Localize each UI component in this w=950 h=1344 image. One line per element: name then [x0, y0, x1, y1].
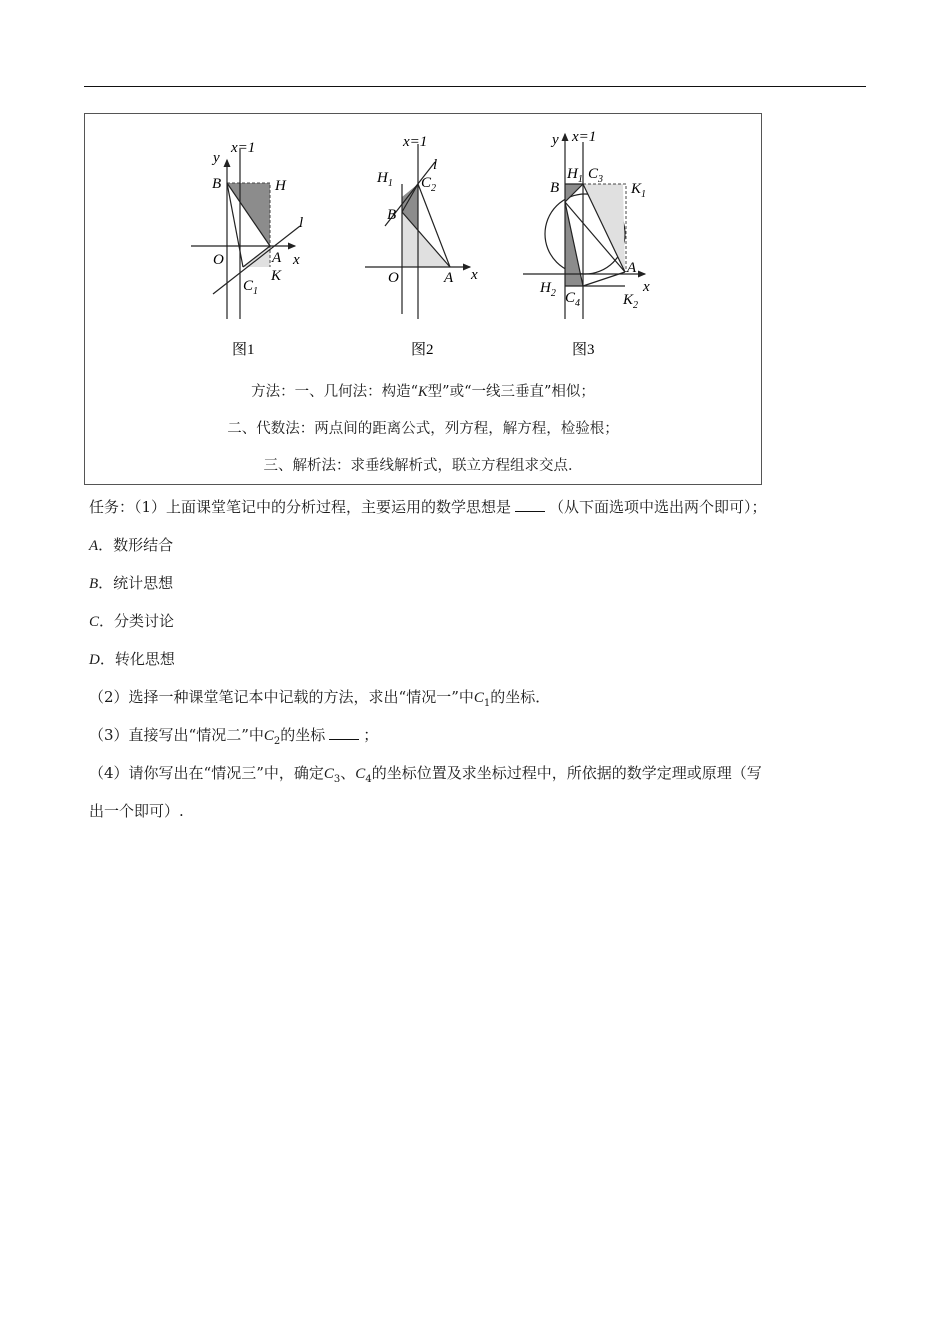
fig3-label-C4: $C_4$	[565, 290, 581, 309]
fig2-caption: 图2	[411, 342, 434, 358]
figure-2	[365, 134, 478, 358]
fig2-label-O: O	[388, 270, 399, 286]
fig3-label-K2: $K_2$	[623, 292, 639, 311]
fig1-label-xeq: x=1	[231, 140, 256, 156]
question-4-cont: 出一个即可）.	[89, 802, 184, 820]
fig1-label-A: A	[272, 250, 282, 266]
option-c: C．分类讨论	[89, 612, 175, 630]
figure-3	[523, 129, 650, 358]
figure-1	[191, 140, 303, 358]
fig3-caption: 图3	[572, 342, 595, 358]
answer-blank-3[interactable]	[329, 725, 359, 740]
option-a: A．数形结合	[89, 536, 174, 554]
fig3-label-B: B	[550, 180, 560, 196]
fig1-label-C1: $C_1$	[243, 278, 259, 297]
fig1-label-K: K	[271, 268, 282, 284]
question-2: （2）选择一种课堂笔记本中记载的方法，求出“情况一”中$C_1$的坐标．	[89, 688, 551, 709]
fig1-label-l: l	[299, 215, 304, 231]
fig2-label-H1: $H_1$	[377, 170, 393, 189]
fig2-label-A: A	[444, 270, 454, 286]
fig1-label-x: x	[293, 252, 300, 268]
fig2-label-l: l	[433, 157, 438, 173]
fig3-label-H1: $H_1$	[567, 166, 583, 185]
answer-blank-1[interactable]	[515, 497, 545, 512]
question-4: （4）请你写出在“情况三”中，确定$C_3$、$C_4$的坐标位置及求坐标过程中，所依据的数学定理或原理（写	[89, 764, 762, 785]
fig3-label-y: y	[552, 132, 559, 148]
method-analytic: 三、解析法：求垂线解析式，联立方程组求交点．	[263, 458, 583, 474]
fig1-label-B: B	[212, 176, 222, 192]
fig1-line-l	[213, 226, 300, 294]
fig3-label-xeq: x=1	[572, 129, 597, 145]
method-algebraic: 二、代数法：两点间的距离公式，列方程，解方程，检验根；	[227, 421, 619, 437]
class-notes-figure-box	[84, 113, 762, 485]
header-rule	[84, 86, 866, 87]
option-b: B．统计思想	[89, 574, 174, 592]
fig3-label-A: A	[627, 260, 637, 276]
fig3-label-C3: $C_3$	[588, 166, 604, 185]
question-3: （3）直接写出“情况二”中$C_2$的坐标 ；	[89, 726, 379, 747]
figures-svg	[85, 114, 763, 374]
fig3-label-H2: $H_2$	[540, 280, 556, 299]
fig1-label-H: H	[275, 178, 286, 194]
fig1-caption: 图1	[232, 342, 255, 358]
fig2-label-x: x	[471, 267, 478, 283]
question-1: 任务：（1）上面课堂笔记中的分析过程，主要运用的数学思想是 （从下面选项中选出两个即可）；	[89, 498, 767, 516]
fig2-label-C2: $C_2$	[421, 175, 437, 194]
method-geometric: 方法：一、几何法：构造“K型”或“一线三垂直”相似；	[251, 384, 595, 400]
fig2-label-xeq: x=1	[403, 134, 428, 150]
option-d: D．转化思想	[89, 650, 175, 668]
fig1-label-O: O	[213, 252, 224, 268]
fig3-label-x: x	[643, 279, 650, 295]
fig2-label-B: B	[387, 207, 397, 223]
fig3-label-K1: $K_1$	[631, 181, 647, 200]
fig1-label-y: y	[213, 150, 220, 166]
